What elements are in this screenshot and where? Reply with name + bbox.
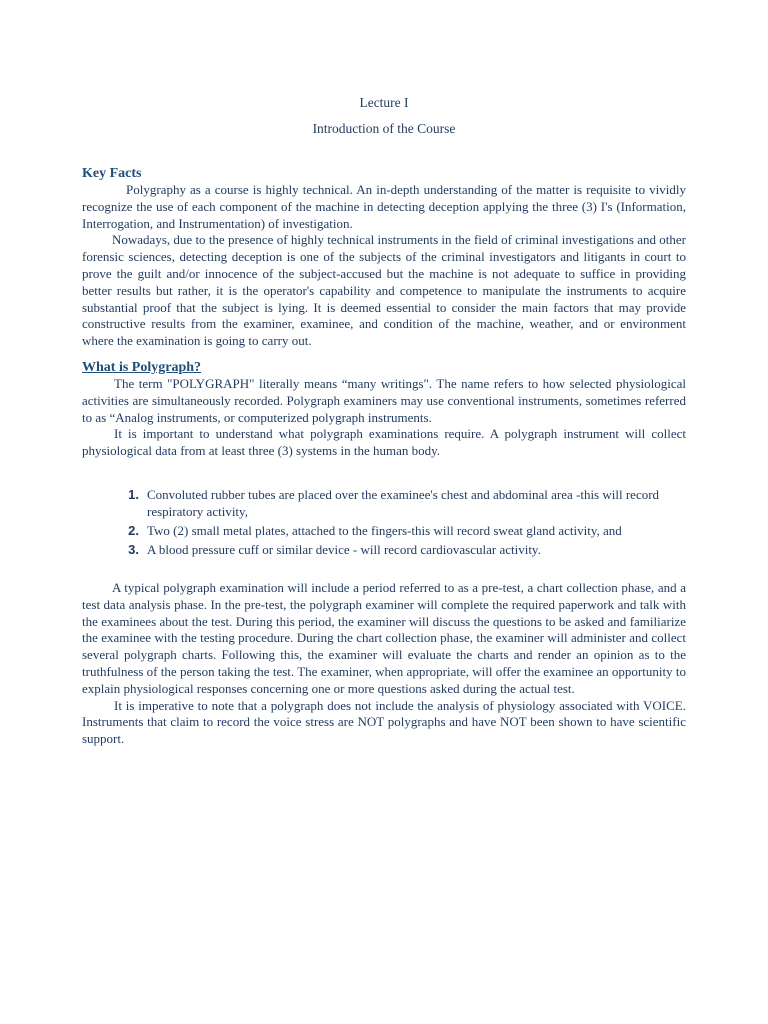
- what-is-polygraph-heading: What is Polygraph?: [82, 359, 202, 375]
- spacer: [82, 560, 686, 580]
- systems-list: [82, 486, 686, 558]
- lecture-label: Lecture I: [359, 95, 409, 110]
- list-item-text: Convoluted rubber tubes are placed over the examinee's chest and abdominal area -this will record respiratory activity,: [147, 486, 660, 519]
- list-number: 3.: [128, 541, 139, 557]
- list-number: 2.: [128, 522, 139, 538]
- key-facts-heading: Key Facts: [82, 166, 142, 181]
- closing-paragraph: A typical polygraph examination will include a period referred to as a pre-test, a chart collection phase, and a test data analysis phase. In the pre-test, the polygraph examiner will complete the required paperwork and talk with the examinees about the test. During this period, the examiner will discuss the questions to be asked and familiarize the examinee with the testing procedure. During the chart collection phase, the examiner will administer and collect several polygraph charts. Following this, the examiner will evaluate the charts and render an opinion as to the truthfulness of the person taking the test. The examiner, when appropriate, will offer the examinee an opportunity to explain physiological responses concerning one or more questions asked during the actual test.: [82, 579, 686, 696]
- closing-paragraph: It is imperative to note that a polygraph does not include the analysis of physiology associated with VOICE. Instruments that claim to record the voice stress are NOT polygraphs and have NOT been shown to have scientific support.: [82, 697, 686, 747]
- list-item: [82, 486, 686, 520]
- list-item-text: Two (2) small metal plates, attached to the fingers-this will record sweat gland activity, and: [147, 522, 622, 538]
- list-item: [82, 541, 686, 558]
- key-facts-paragraph: Polygraphy as a course is highly technical. An in-depth understanding of the matter is requisite to vividly recognize the use of each component of the machine in detecting deception applying the three (3) I's (Information, Interrogation, and Instrumentation) of investigation.: [82, 182, 686, 231]
- list-item: [82, 522, 686, 539]
- course-title: Introduction of the Course: [312, 121, 456, 136]
- key-facts-paragraph: Nowadays, due to the presence of highly technical instruments in the field of criminal investigations and other forensic sciences, detecting deception is one of the subjects of the criminal investigators and litigants in court to prove the guilt and/or innocence of the subject-accused but the machine is not adequate to suffice in providing better results but rather, it is the operator's capability and competence to manipulate the instruments to acquire substantial proof that the subject is lying. It is deemed essential to consider the main factors that may provide constructive results from the examiner, examinee, and condition of the machine, weather, and or environment where the examination is going to carry out.: [82, 232, 686, 349]
- list-item-text: A blood pressure cuff or similar device - will record cardiovascular activity.: [147, 541, 541, 557]
- document-page: [82, 93, 686, 748]
- polygraph-paragraph: It is important to understand what polygraph examinations require. A polygraph instrument will collect physiological data from at least three (3) systems in the human body.: [82, 426, 686, 459]
- polygraph-paragraph: The term "POLYGRAPH" literally means “many writings". The name refers to how selected physiological activities are simultaneously recorded. Polygraph examiners may use conventional instruments, sometimes referred to as “Analog instruments, or computerized polygraph instruments.: [82, 375, 686, 425]
- list-number: 1.: [128, 486, 139, 502]
